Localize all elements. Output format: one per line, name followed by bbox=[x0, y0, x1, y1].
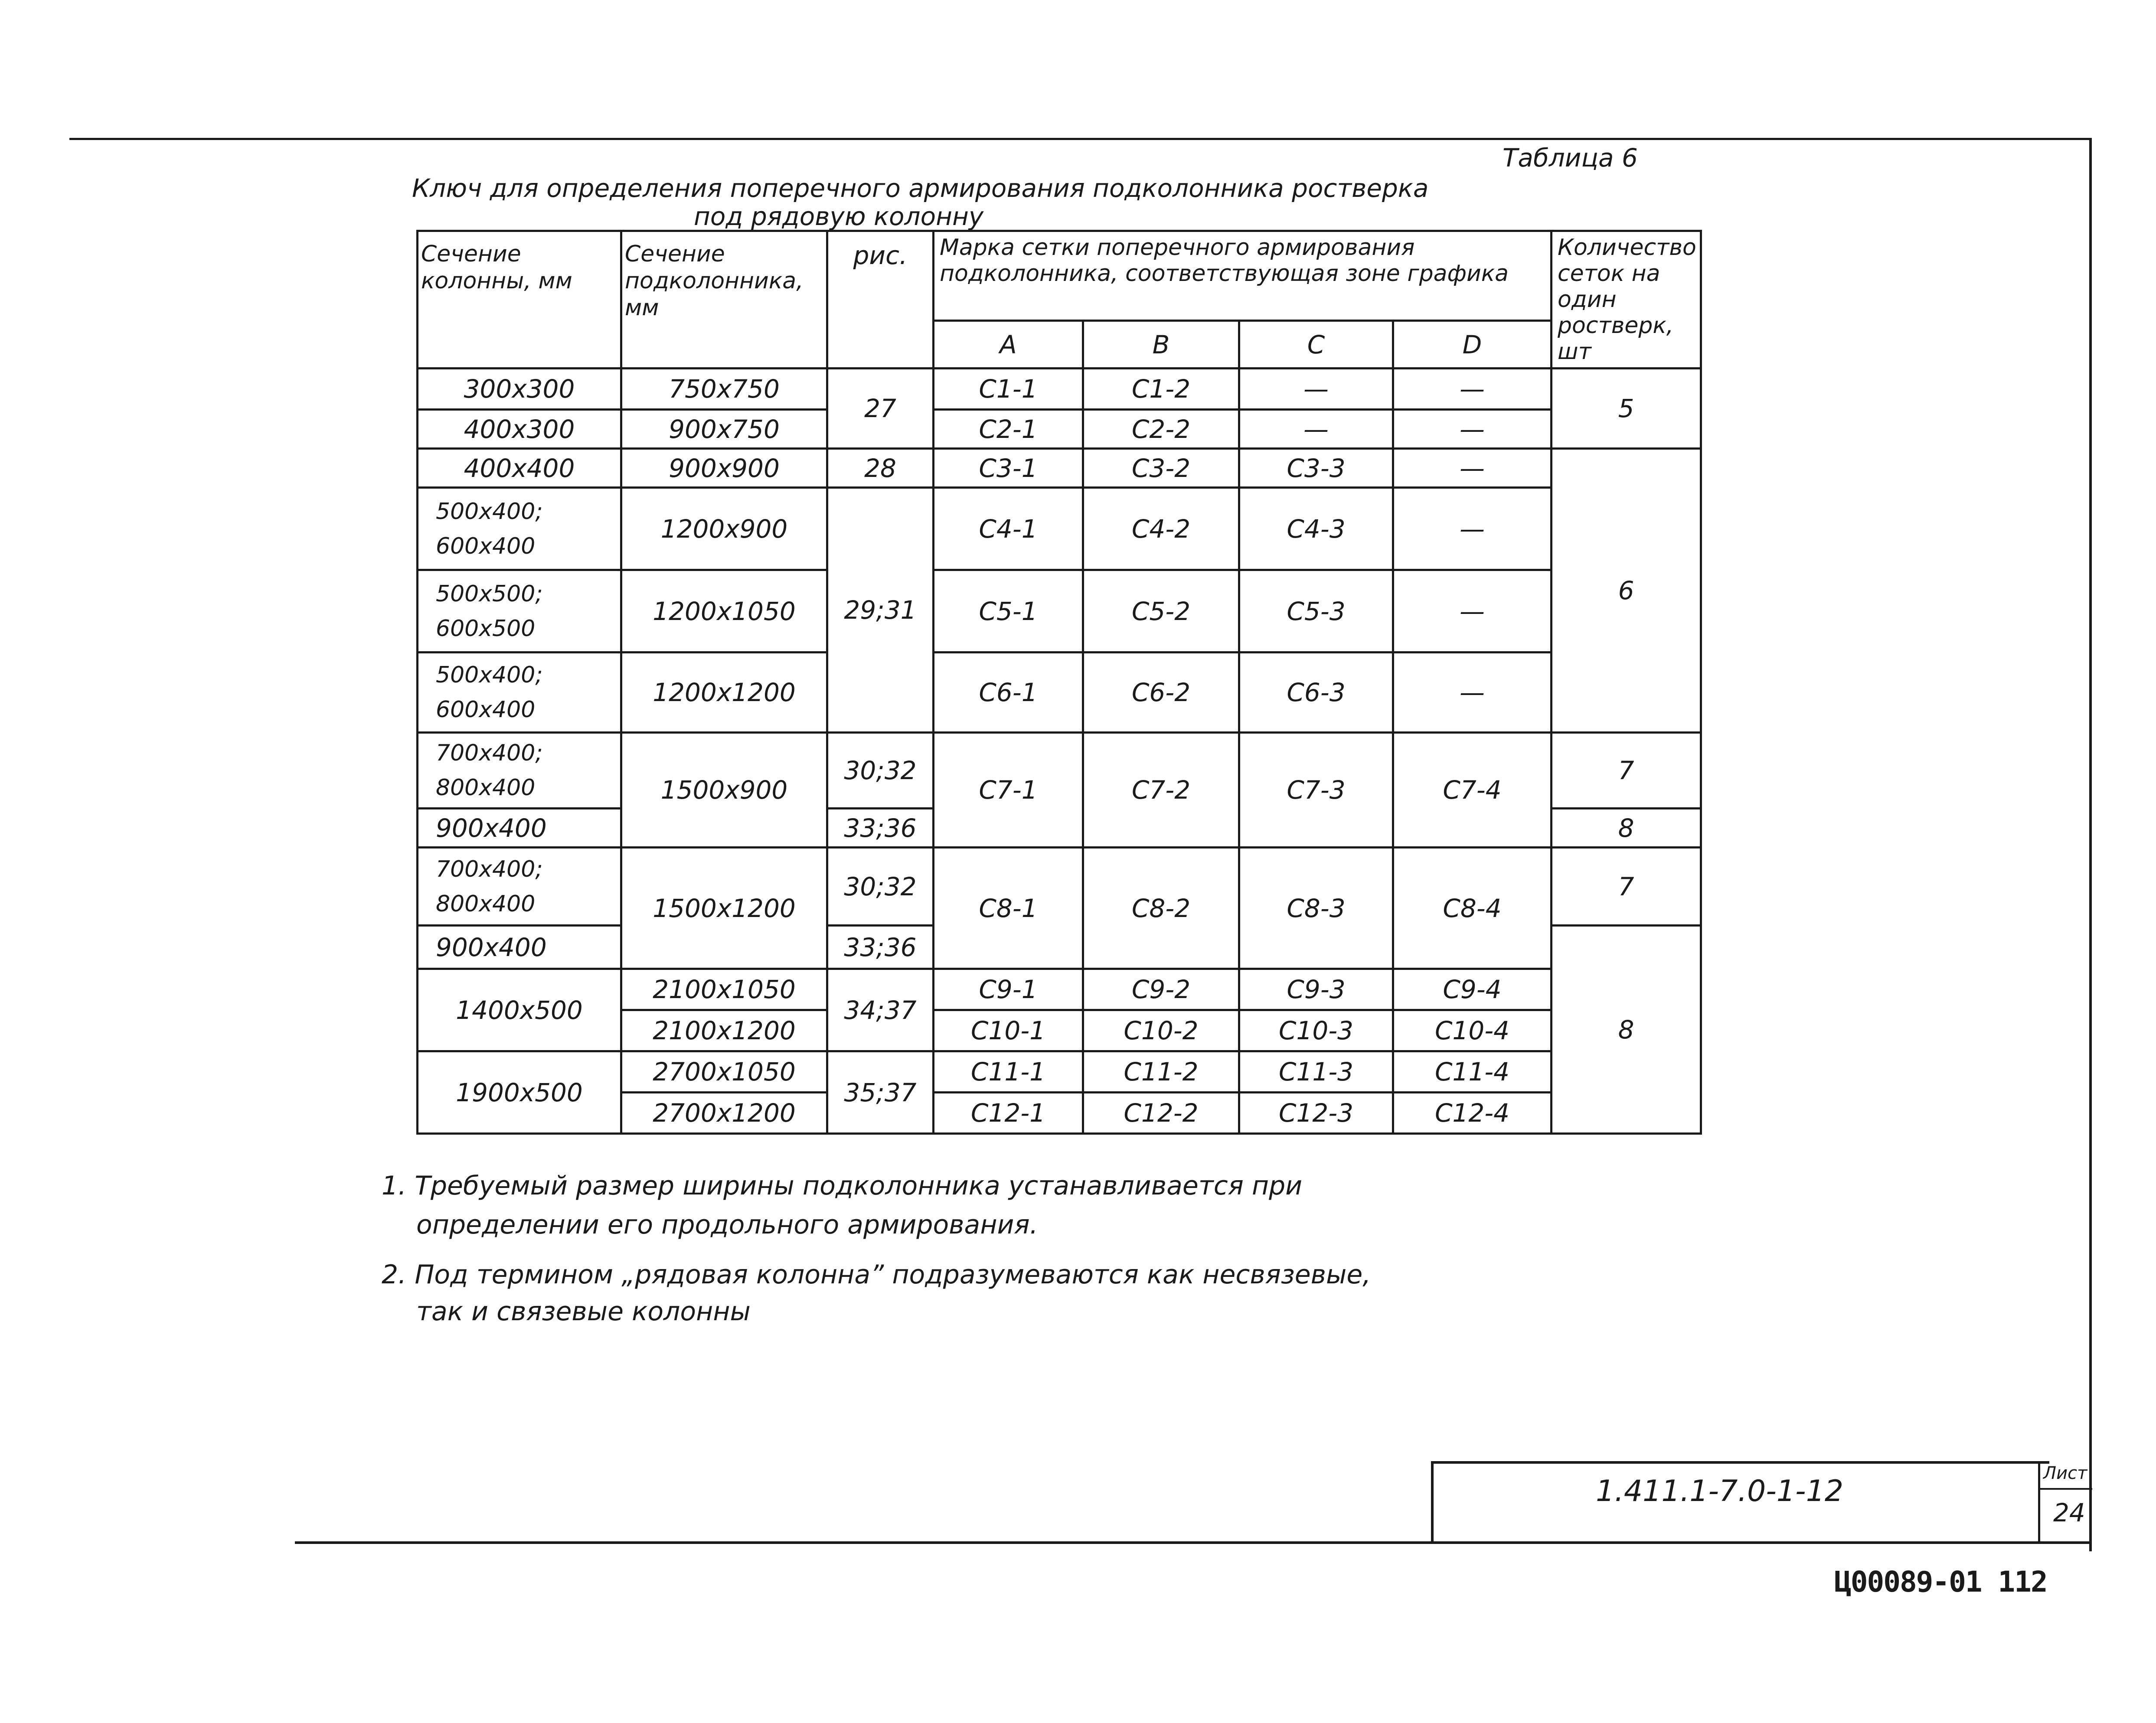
zone-a-cell: С2-1 bbox=[934, 410, 1083, 449]
pedestal-section-cell: 900x750 bbox=[621, 410, 827, 449]
zone-a-cell: С5-1 bbox=[934, 570, 1083, 653]
quantity-cell: 8 bbox=[1552, 809, 1701, 848]
note-1-continuation: определении его продольного армирования. bbox=[416, 1210, 1038, 1240]
zone-d-cell: — bbox=[1393, 488, 1552, 570]
zone-a-cell: С12-1 bbox=[934, 1093, 1083, 1134]
sheet-label: Лист bbox=[2043, 1463, 2087, 1483]
zone-d-cell: — bbox=[1393, 369, 1552, 410]
pedestal-section-cell: 2700x1050 bbox=[621, 1051, 827, 1093]
zone-c-cell: С6-3 bbox=[1239, 653, 1393, 733]
zone-a-cell: С7-1 bbox=[934, 733, 1083, 848]
zone-a-cell: С4-1 bbox=[934, 488, 1083, 570]
quantity-cell: 7 bbox=[1552, 733, 1701, 809]
zone-b-cell: С5-2 bbox=[1083, 570, 1239, 653]
zone-c-cell: С11-3 bbox=[1239, 1051, 1393, 1093]
zone-c-cell: С12-3 bbox=[1239, 1093, 1393, 1134]
figure-cell: 34;37 bbox=[827, 969, 934, 1051]
table-row bbox=[418, 653, 1701, 733]
zone-a-cell: С3-1 bbox=[934, 449, 1083, 488]
pedestal-section-cell: 750x750 bbox=[621, 369, 827, 410]
column-section-cell: 700x400; 800x400 bbox=[418, 848, 621, 926]
quantity-cell: 5 bbox=[1552, 369, 1701, 449]
header-column-section: Сечение колонны, мм bbox=[418, 231, 621, 369]
pedestal-section-cell: 1500x1200 bbox=[621, 848, 827, 969]
zone-b-cell: С3-2 bbox=[1083, 449, 1239, 488]
zone-c-cell: С9-3 bbox=[1239, 969, 1393, 1010]
header-quantity: Количество сеток на один ростверк, шт bbox=[1552, 231, 1701, 369]
column-section-cell: 500x400; 600x400 bbox=[418, 653, 621, 733]
figure-cell: 33;36 bbox=[827, 809, 934, 848]
zone-c-cell: С7-3 bbox=[1239, 733, 1393, 848]
header-figure: рис. bbox=[827, 231, 934, 369]
zone-b-cell: С10-2 bbox=[1083, 1010, 1239, 1051]
zone-c-cell: — bbox=[1239, 410, 1393, 449]
pedestal-section-cell: 1200x1050 bbox=[621, 570, 827, 653]
zone-c-cell: С8-3 bbox=[1239, 848, 1393, 969]
zone-a-cell: С6-1 bbox=[934, 653, 1083, 733]
quantity-cell: 6 bbox=[1552, 449, 1701, 733]
pedestal-section-cell: 2100x1200 bbox=[621, 1010, 827, 1051]
table-title: Ключ для определения поперечного армирования подколонника ростверка bbox=[412, 173, 1429, 203]
table-title-continuation: под рядовую колонну bbox=[694, 202, 984, 231]
header-zone-a: А bbox=[934, 321, 1083, 369]
zone-c-cell: — bbox=[1239, 369, 1393, 410]
figure-cell: 35;37 bbox=[827, 1051, 934, 1134]
figure-cell: 33;36 bbox=[827, 926, 934, 969]
header-zone-b: В bbox=[1083, 321, 1239, 369]
zone-d-cell: — bbox=[1393, 570, 1552, 653]
note-2: 2. Под термином „рядовая колонна” подразумеваются как несвязевые, bbox=[382, 1260, 1371, 1290]
column-section-cell: 300x300 bbox=[418, 369, 621, 410]
zone-b-cell: С12-2 bbox=[1083, 1093, 1239, 1134]
pedestal-section-cell: 1500x900 bbox=[621, 733, 827, 848]
header-zone-d: D bbox=[1393, 321, 1552, 369]
sheet-divider bbox=[2040, 1488, 2092, 1490]
table-row bbox=[418, 848, 1701, 926]
zone-d-cell: С8-4 bbox=[1393, 848, 1552, 969]
note-1: 1. Требуемый размер ширины подколонника устанавливается при bbox=[382, 1171, 1303, 1201]
zone-b-cell: С4-2 bbox=[1083, 488, 1239, 570]
pedestal-section-cell: 1200x900 bbox=[621, 488, 827, 570]
quantity-cell: 7 bbox=[1552, 848, 1701, 926]
pedestal-section-cell: 2100x1050 bbox=[621, 969, 827, 1010]
zone-d-cell: — bbox=[1393, 449, 1552, 488]
zone-b-cell: С1-2 bbox=[1083, 369, 1239, 410]
column-section-cell: 900x400 bbox=[418, 809, 621, 848]
zone-a-cell: С11-1 bbox=[934, 1051, 1083, 1093]
zone-d-cell: С10-4 bbox=[1393, 1010, 1552, 1051]
top-frame-line bbox=[69, 138, 2090, 140]
table-row bbox=[418, 369, 1701, 410]
zone-b-cell: С2-2 bbox=[1083, 410, 1239, 449]
document-code: 1.411.1-7.0-1-12 bbox=[1596, 1474, 1844, 1508]
zone-a-cell: С8-1 bbox=[934, 848, 1083, 969]
column-section-cell: 900x400 bbox=[418, 926, 621, 969]
table-row bbox=[418, 410, 1701, 449]
figure-cell: 29;31 bbox=[827, 488, 934, 733]
table-row bbox=[418, 488, 1701, 570]
header-zone-c: С bbox=[1239, 321, 1393, 369]
column-section-cell: 1400x500 bbox=[418, 969, 621, 1051]
figure-cell: 28 bbox=[827, 449, 934, 488]
table-row bbox=[418, 733, 1701, 809]
zone-d-cell: С7-4 bbox=[1393, 733, 1552, 848]
zone-b-cell: С9-2 bbox=[1083, 969, 1239, 1010]
table-row bbox=[418, 570, 1701, 653]
column-section-cell: 400x300 bbox=[418, 410, 621, 449]
zone-d-cell: — bbox=[1393, 410, 1552, 449]
zone-c-cell: С5-3 bbox=[1239, 570, 1393, 653]
table-label: Таблица 6 bbox=[1503, 143, 1638, 173]
sheet-number: 24 bbox=[2053, 1498, 2085, 1527]
note-2-continuation: так и связевые колонны bbox=[416, 1296, 751, 1327]
header-pedestal-section: Сечение подколонника, мм bbox=[621, 231, 827, 369]
column-section-cell: 700x400; 800x400 bbox=[418, 733, 621, 809]
zone-a-cell: С10-1 bbox=[934, 1010, 1083, 1051]
column-section-cell: 500x500; 600x500 bbox=[418, 570, 621, 653]
zone-b-cell: С7-2 bbox=[1083, 733, 1239, 848]
zone-d-cell: — bbox=[1393, 653, 1552, 733]
figure-cell: 27 bbox=[827, 369, 934, 449]
archive-code: Ц00089-01 112 bbox=[1834, 1565, 2047, 1599]
zone-b-cell: С8-2 bbox=[1083, 848, 1239, 969]
pedestal-section-cell: 2700x1200 bbox=[621, 1093, 827, 1134]
zone-d-cell: С9-4 bbox=[1393, 969, 1552, 1010]
zone-b-cell: С11-2 bbox=[1083, 1051, 1239, 1093]
zone-c-cell: С3-3 bbox=[1239, 449, 1393, 488]
table-row bbox=[418, 1051, 1701, 1093]
header-mesh-mark: Марка сетки поперечного армирования подколонника, соответствующая зоне графика bbox=[934, 231, 1552, 321]
table-row bbox=[418, 969, 1701, 1010]
figure-cell: 30;32 bbox=[827, 733, 934, 809]
column-section-cell: 400x400 bbox=[418, 449, 621, 488]
zone-d-cell: С12-4 bbox=[1393, 1093, 1552, 1134]
figure-cell: 30;32 bbox=[827, 848, 934, 926]
column-section-cell: 1900x500 bbox=[418, 1051, 621, 1134]
right-frame-line bbox=[2089, 138, 2092, 1551]
zone-c-cell: С4-3 bbox=[1239, 488, 1393, 570]
zone-a-cell: С9-1 bbox=[934, 969, 1083, 1010]
quantity-cell: 8 bbox=[1552, 926, 1701, 1134]
zone-c-cell: С10-3 bbox=[1239, 1010, 1393, 1051]
column-section-cell: 500x400; 600x400 bbox=[418, 488, 621, 570]
reinforcement-key-table bbox=[416, 230, 1702, 1135]
zone-a-cell: С1-1 bbox=[934, 369, 1083, 410]
pedestal-section-cell: 1200x1200 bbox=[621, 653, 827, 733]
table-row bbox=[418, 449, 1701, 488]
pedestal-section-cell: 900x900 bbox=[621, 449, 827, 488]
zone-b-cell: С6-2 bbox=[1083, 653, 1239, 733]
zone-d-cell: С11-4 bbox=[1393, 1051, 1552, 1093]
